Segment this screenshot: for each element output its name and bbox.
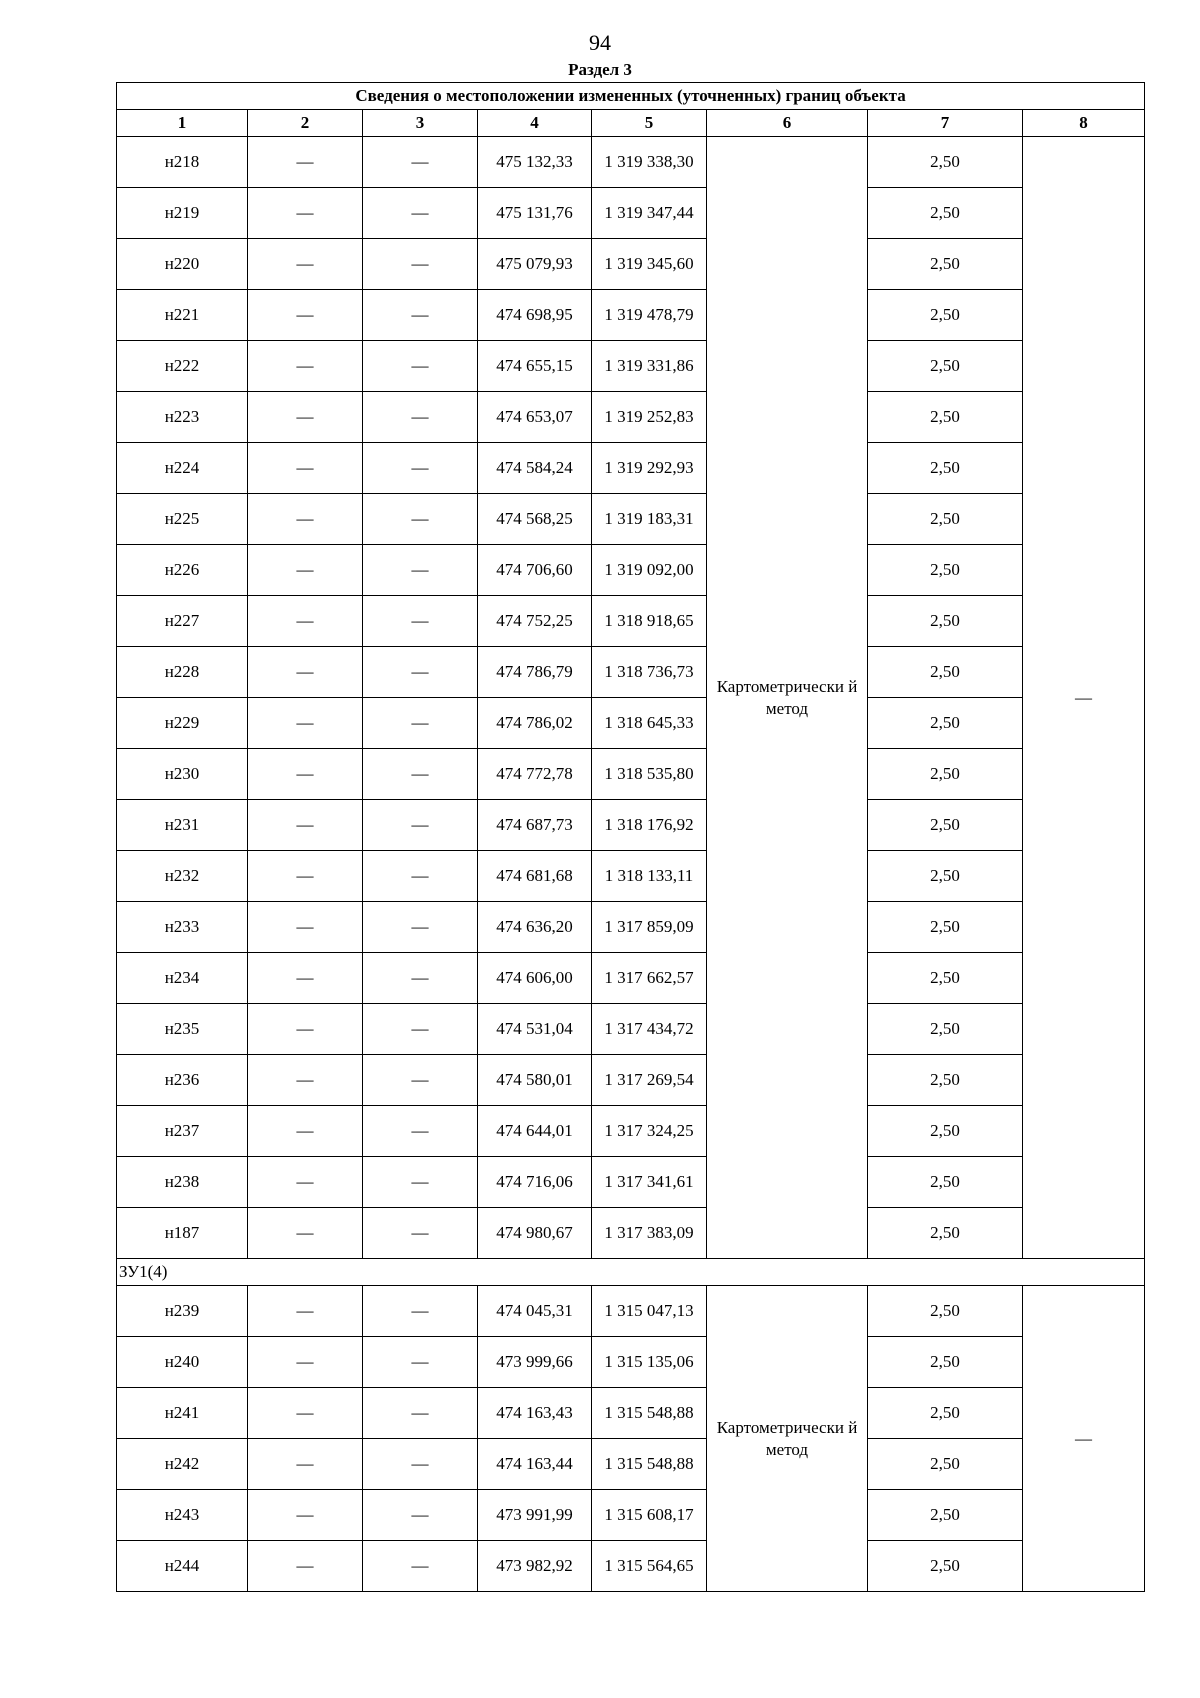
y-coordinate-cell: 1 318 133,11: [592, 851, 707, 902]
x-coordinate-cell: 474 752,25: [478, 596, 592, 647]
column-3-cell: —: [363, 647, 478, 698]
accuracy-cell: 2,50: [868, 749, 1023, 800]
column-3-cell: —: [363, 1490, 478, 1541]
y-coordinate-cell: 1 319 347,44: [592, 188, 707, 239]
column-2-cell: —: [248, 545, 363, 596]
y-coordinate-cell: 1 318 736,73: [592, 647, 707, 698]
column-3-cell: —: [363, 800, 478, 851]
column-2-cell: —: [248, 1439, 363, 1490]
column-3-cell: —: [363, 1106, 478, 1157]
x-coordinate-cell: 474 636,20: [478, 902, 592, 953]
accuracy-cell: 2,50: [868, 953, 1023, 1004]
column-2-cell: —: [248, 800, 363, 851]
column-2-cell: —: [248, 596, 363, 647]
accuracy-cell: 2,50: [868, 596, 1023, 647]
column-3-cell: —: [363, 188, 478, 239]
x-coordinate-cell: 474 568,25: [478, 494, 592, 545]
point-name-cell: н228: [117, 647, 248, 698]
table-row: [117, 392, 1145, 443]
point-name-cell: н243: [117, 1490, 248, 1541]
column-3-cell: —: [363, 851, 478, 902]
table-row: [117, 851, 1145, 902]
column-2-cell: —: [248, 851, 363, 902]
column-3-cell: —: [363, 1157, 478, 1208]
x-coordinate-cell: 474 584,24: [478, 443, 592, 494]
y-coordinate-cell: 1 317 341,61: [592, 1157, 707, 1208]
column-3-cell: —: [363, 1337, 478, 1388]
point-name-cell: н230: [117, 749, 248, 800]
table-row: [117, 545, 1145, 596]
section-title: Раздел 3: [568, 60, 632, 79]
page-number: 94: [589, 30, 611, 55]
table-row: [117, 749, 1145, 800]
point-name-cell: н219: [117, 188, 248, 239]
column-3-cell: —: [363, 596, 478, 647]
table-row: [117, 1106, 1145, 1157]
method-cell: Картометрически й метод: [707, 1286, 868, 1592]
accuracy-cell: 2,50: [868, 1439, 1023, 1490]
column-2-cell: —: [248, 953, 363, 1004]
accuracy-cell: 2,50: [868, 545, 1023, 596]
table-row: [117, 1286, 1145, 1337]
table-row: [117, 1490, 1145, 1541]
x-coordinate-cell: 475 079,93: [478, 239, 592, 290]
column-2-cell: —: [248, 1337, 363, 1388]
x-coordinate-cell: 474 653,07: [478, 392, 592, 443]
column-3-cell: —: [363, 137, 478, 188]
table-row: [117, 494, 1145, 545]
table-row: [117, 1388, 1145, 1439]
accuracy-cell: 2,50: [868, 800, 1023, 851]
y-coordinate-cell: 1 315 608,17: [592, 1490, 707, 1541]
point-name-cell: н222: [117, 341, 248, 392]
x-coordinate-cell: 474 045,31: [478, 1286, 592, 1337]
point-name-cell: н240: [117, 1337, 248, 1388]
column-3-cell: —: [363, 239, 478, 290]
accuracy-cell: 2,50: [868, 1541, 1023, 1592]
y-coordinate-cell: 1 317 269,54: [592, 1055, 707, 1106]
column-3-cell: —: [363, 290, 478, 341]
accuracy-cell: 2,50: [868, 137, 1023, 188]
table-row: [117, 1208, 1145, 1259]
x-coordinate-cell: 474 580,01: [478, 1055, 592, 1106]
column-2-cell: —: [248, 1286, 363, 1337]
x-coordinate-cell: 474 644,01: [478, 1106, 592, 1157]
x-coordinate-cell: 474 681,68: [478, 851, 592, 902]
table-row: [117, 953, 1145, 1004]
column-3-cell: —: [363, 443, 478, 494]
y-coordinate-cell: 1 317 383,09: [592, 1208, 707, 1259]
x-coordinate-cell: 474 980,67: [478, 1208, 592, 1259]
column-3-cell: —: [363, 953, 478, 1004]
point-name-cell: н235: [117, 1004, 248, 1055]
table-row: [117, 137, 1145, 188]
accuracy-cell: 2,50: [868, 1106, 1023, 1157]
column-3-cell: —: [363, 1055, 478, 1106]
x-coordinate-cell: 474 772,78: [478, 749, 592, 800]
column-2-cell: —: [248, 1055, 363, 1106]
point-name-cell: н236: [117, 1055, 248, 1106]
column-3-cell: —: [363, 392, 478, 443]
x-coordinate-cell: 474 706,60: [478, 545, 592, 596]
table-row: [117, 1337, 1145, 1388]
point-name-cell: н234: [117, 953, 248, 1004]
column-2-cell: —: [248, 698, 363, 749]
point-name-cell: н242: [117, 1439, 248, 1490]
column-2-cell: —: [248, 1388, 363, 1439]
column-3-cell: —: [363, 1388, 478, 1439]
point-name-cell: н237: [117, 1106, 248, 1157]
point-name-cell: н232: [117, 851, 248, 902]
y-coordinate-cell: 1 319 338,30: [592, 137, 707, 188]
point-name-cell: н221: [117, 290, 248, 341]
y-coordinate-cell: 1 317 434,72: [592, 1004, 707, 1055]
x-coordinate-cell: 474 531,04: [478, 1004, 592, 1055]
column-3-cell: —: [363, 494, 478, 545]
x-coordinate-cell: 473 991,99: [478, 1490, 592, 1541]
accuracy-cell: 2,50: [868, 1157, 1023, 1208]
accuracy-cell: 2,50: [868, 1208, 1023, 1259]
column-number: 8: [1023, 110, 1145, 137]
column-2-cell: —: [248, 1106, 363, 1157]
y-coordinate-cell: 1 319 252,83: [592, 392, 707, 443]
point-name-cell: н218: [117, 137, 248, 188]
column-3-cell: —: [363, 1208, 478, 1259]
column-3-cell: —: [363, 545, 478, 596]
y-coordinate-cell: 1 319 092,00: [592, 545, 707, 596]
x-coordinate-cell: 475 131,76: [478, 188, 592, 239]
table-row: [117, 1004, 1145, 1055]
boundary-coordinates-table: [116, 82, 1145, 1592]
column-number: 3: [363, 110, 478, 137]
y-coordinate-cell: 1 318 918,65: [592, 596, 707, 647]
column-3-cell: —: [363, 749, 478, 800]
y-coordinate-cell: 1 315 548,88: [592, 1388, 707, 1439]
accuracy-cell: 2,50: [868, 1004, 1023, 1055]
point-name-cell: н238: [117, 1157, 248, 1208]
accuracy-cell: 2,50: [868, 494, 1023, 545]
y-coordinate-cell: 1 319 183,31: [592, 494, 707, 545]
accuracy-cell: 2,50: [868, 902, 1023, 953]
column-2-cell: —: [248, 392, 363, 443]
point-name-cell: н244: [117, 1541, 248, 1592]
accuracy-cell: 2,50: [868, 290, 1023, 341]
table-row: [117, 698, 1145, 749]
column-2-cell: —: [248, 137, 363, 188]
table-row: [117, 647, 1145, 698]
column-3-cell: —: [363, 1439, 478, 1490]
y-coordinate-cell: 1 315 548,88: [592, 1439, 707, 1490]
column-number: 7: [868, 110, 1023, 137]
y-coordinate-cell: 1 317 859,09: [592, 902, 707, 953]
table-row: [117, 1439, 1145, 1490]
point-name-cell: н223: [117, 392, 248, 443]
accuracy-cell: 2,50: [868, 1490, 1023, 1541]
point-name-cell: н226: [117, 545, 248, 596]
accuracy-cell: 2,50: [868, 1286, 1023, 1337]
column-2-cell: —: [248, 1541, 363, 1592]
point-name-cell: н229: [117, 698, 248, 749]
point-name-cell: н239: [117, 1286, 248, 1337]
y-coordinate-cell: 1 318 535,80: [592, 749, 707, 800]
group-label: ЗУ1(4): [117, 1259, 1145, 1286]
y-coordinate-cell: 1 319 331,86: [592, 341, 707, 392]
column-8-cell: —: [1023, 1286, 1145, 1592]
accuracy-cell: 2,50: [868, 1388, 1023, 1439]
column-2-cell: —: [248, 443, 363, 494]
method-cell: Картометрически й метод: [707, 137, 868, 1259]
accuracy-cell: 2,50: [868, 239, 1023, 290]
point-name-cell: н220: [117, 239, 248, 290]
table-caption: Сведения о местоположении измененных (уточненных) границ объекта: [117, 83, 1145, 110]
table-row: [117, 902, 1145, 953]
point-name-cell: н241: [117, 1388, 248, 1439]
column-2-cell: —: [248, 1004, 363, 1055]
y-coordinate-cell: 1 317 324,25: [592, 1106, 707, 1157]
column-number: 2: [248, 110, 363, 137]
column-2-cell: —: [248, 494, 363, 545]
accuracy-cell: 2,50: [868, 1055, 1023, 1106]
column-number: 6: [707, 110, 868, 137]
point-name-cell: н233: [117, 902, 248, 953]
column-8-cell: —: [1023, 137, 1145, 1259]
point-name-cell: н187: [117, 1208, 248, 1259]
column-number: 1: [117, 110, 248, 137]
x-coordinate-cell: 473 999,66: [478, 1337, 592, 1388]
point-name-cell: н227: [117, 596, 248, 647]
column-2-cell: —: [248, 749, 363, 800]
point-name-cell: н224: [117, 443, 248, 494]
column-2-cell: —: [248, 1490, 363, 1541]
accuracy-cell: 2,50: [868, 392, 1023, 443]
x-coordinate-cell: 474 716,06: [478, 1157, 592, 1208]
accuracy-cell: 2,50: [868, 341, 1023, 392]
x-coordinate-cell: 474 698,95: [478, 290, 592, 341]
table-row: [117, 443, 1145, 494]
column-number-row: [117, 110, 1145, 137]
group-row: [117, 1259, 1145, 1286]
table-row: [117, 290, 1145, 341]
table-row: [117, 239, 1145, 290]
column-2-cell: —: [248, 239, 363, 290]
x-coordinate-cell: 474 786,02: [478, 698, 592, 749]
table-row: [117, 800, 1145, 851]
point-name-cell: н231: [117, 800, 248, 851]
x-coordinate-cell: 475 132,33: [478, 137, 592, 188]
column-number: 5: [592, 110, 707, 137]
table-row: [117, 1541, 1145, 1592]
y-coordinate-cell: 1 319 292,93: [592, 443, 707, 494]
column-3-cell: —: [363, 698, 478, 749]
accuracy-cell: 2,50: [868, 443, 1023, 494]
accuracy-cell: 2,50: [868, 188, 1023, 239]
column-3-cell: —: [363, 341, 478, 392]
y-coordinate-cell: 1 315 135,06: [592, 1337, 707, 1388]
x-coordinate-cell: 474 687,73: [478, 800, 592, 851]
x-coordinate-cell: 474 606,00: [478, 953, 592, 1004]
y-coordinate-cell: 1 319 345,60: [592, 239, 707, 290]
column-3-cell: —: [363, 1541, 478, 1592]
column-number: 4: [478, 110, 592, 137]
x-coordinate-cell: 474 163,44: [478, 1439, 592, 1490]
table-row: [117, 596, 1145, 647]
table-row: [117, 341, 1145, 392]
table-row: [117, 1157, 1145, 1208]
y-coordinate-cell: 1 319 478,79: [592, 290, 707, 341]
column-3-cell: —: [363, 902, 478, 953]
column-2-cell: —: [248, 647, 363, 698]
point-name-cell: н225: [117, 494, 248, 545]
column-2-cell: —: [248, 341, 363, 392]
accuracy-cell: 2,50: [868, 851, 1023, 902]
column-2-cell: —: [248, 1157, 363, 1208]
column-2-cell: —: [248, 290, 363, 341]
column-2-cell: —: [248, 902, 363, 953]
column-3-cell: —: [363, 1286, 478, 1337]
y-coordinate-cell: 1 318 176,92: [592, 800, 707, 851]
y-coordinate-cell: 1 315 564,65: [592, 1541, 707, 1592]
table-row: [117, 1055, 1145, 1106]
y-coordinate-cell: 1 317 662,57: [592, 953, 707, 1004]
accuracy-cell: 2,50: [868, 698, 1023, 749]
y-coordinate-cell: 1 318 645,33: [592, 698, 707, 749]
column-2-cell: —: [248, 1208, 363, 1259]
table-row: [117, 188, 1145, 239]
y-coordinate-cell: 1 315 047,13: [592, 1286, 707, 1337]
x-coordinate-cell: 474 655,15: [478, 341, 592, 392]
accuracy-cell: 2,50: [868, 1337, 1023, 1388]
column-2-cell: —: [248, 188, 363, 239]
x-coordinate-cell: 474 163,43: [478, 1388, 592, 1439]
accuracy-cell: 2,50: [868, 647, 1023, 698]
column-3-cell: —: [363, 1004, 478, 1055]
x-coordinate-cell: 474 786,79: [478, 647, 592, 698]
x-coordinate-cell: 473 982,92: [478, 1541, 592, 1592]
